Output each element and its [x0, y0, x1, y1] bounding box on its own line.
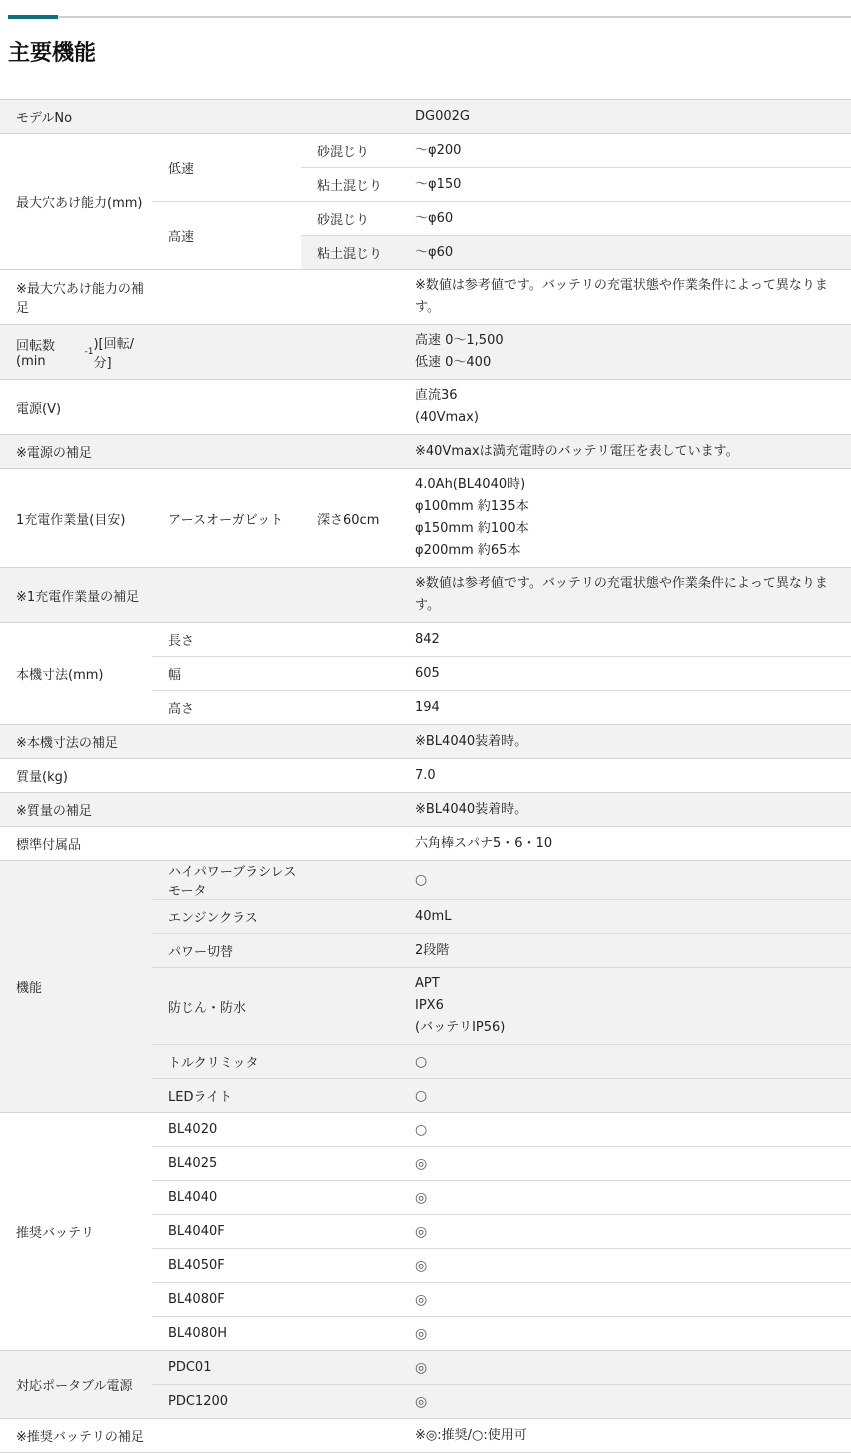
spec-value: [399, 691, 851, 724]
spec-condition-label: [301, 657, 399, 690]
spec-value-line: φ100mm 約135本: [415, 499, 529, 514]
spec-value-line: ※◎:推奨/○:使用可: [415, 1427, 527, 1443]
spec-row: [152, 1351, 851, 1384]
spec-group-label: ※1充電作業量の補足: [16, 589, 140, 605]
spec-row: [152, 1078, 851, 1112]
spec-condition-label: [301, 759, 399, 792]
spec-value: [399, 793, 851, 826]
spec-value-line: 7.0: [415, 767, 436, 783]
spec-value-line: 低速 0～400: [415, 355, 492, 370]
spec-group-body: [152, 725, 851, 758]
spec-value: [399, 1283, 851, 1316]
spec-condition-label: [301, 1419, 399, 1452]
spec-row: [152, 899, 851, 933]
spec-condition-label: 砂混じり: [317, 213, 370, 228]
spec-value: [399, 1113, 851, 1146]
spec-group-power-source: [0, 379, 851, 434]
spec-group-work-per-charge-note: [0, 567, 851, 622]
spec-condition-label: 深さ60cm: [317, 512, 380, 528]
spec-value-line: φ150mm 約100本: [415, 521, 529, 536]
spec-condition-label: [301, 380, 399, 434]
spec-group-dimensions: [0, 622, 851, 724]
spec-item-label: [152, 725, 301, 758]
spec-row: [301, 202, 851, 235]
spec-group-body: [152, 1113, 851, 1350]
spec-group-body: [152, 435, 851, 468]
availability-mark: ◎: [415, 1393, 428, 1410]
spec-value: [399, 1317, 851, 1350]
spec-condition-label: [301, 1113, 399, 1146]
spec-row: [301, 167, 851, 201]
spec-group-dimensions-note: [0, 724, 851, 758]
spec-item-label: [152, 100, 301, 133]
availability-mark: ◎: [415, 1291, 428, 1308]
spec-item-label: 長さ: [168, 634, 195, 649]
spec-value: [399, 100, 851, 133]
spec-row: [152, 380, 851, 434]
spec-condition-label: 粘土混じり: [317, 247, 383, 262]
spec-row: [301, 134, 851, 167]
spec-value-line: 4.0Ah(BL4040時): [415, 477, 526, 492]
spec-value: [399, 725, 851, 758]
spec-row: [152, 967, 851, 1044]
spec-item-label: [152, 325, 301, 379]
spec-group-label: ※最大穴あけ能力の補足: [16, 282, 144, 316]
spec-item-label: [152, 827, 301, 860]
spec-condition-label: [301, 623, 399, 656]
spec-group-body: [152, 380, 851, 434]
spec-condition-label: [301, 1215, 399, 1248]
spec-value: [399, 1249, 851, 1282]
spec-table: [0, 99, 851, 1453]
spec-value-line: 高速 0～1,500: [415, 333, 504, 348]
spec-value-line: 194: [415, 699, 440, 715]
spec-item-label: [152, 568, 301, 622]
availability-mark: ◎: [415, 1325, 428, 1342]
spec-item-label: [152, 793, 301, 826]
spec-value-line: ※数値は参考値です。バッテリの充電状態や作業条件によって異なります。: [415, 576, 828, 613]
spec-group-label: ※本機寸法の補足: [16, 736, 118, 751]
availability-mark: ○: [415, 1087, 428, 1104]
spec-group-body: [152, 827, 851, 860]
spec-value-line: ※数値は参考値です。バッテリの充電状態や作業条件によって異なります。: [415, 278, 828, 315]
spec-group-standard-accessories: [0, 826, 851, 860]
spec-group-label: ※質量の補足: [16, 804, 92, 819]
superscript: -1: [84, 346, 94, 357]
spec-row: [152, 1419, 851, 1452]
spec-value: [399, 1385, 851, 1418]
spec-group-label-text: )[回転/分]: [93, 337, 135, 371]
spec-item-label: [152, 1419, 301, 1452]
spec-condition-label: [301, 1079, 399, 1112]
spec-condition-label: [301, 725, 399, 758]
spec-group-features: [0, 860, 851, 1112]
spec-item-label: BL4040F: [168, 1224, 225, 1239]
spec-group-power-source-note: [0, 434, 851, 468]
spec-row: [152, 1044, 851, 1078]
spec-group-body: [152, 469, 851, 567]
spec-item-label: アースオーガビット: [168, 512, 284, 528]
spec-group-body: [152, 568, 851, 622]
spec-row: [152, 793, 851, 826]
spec-row: [152, 1146, 851, 1180]
spec-condition-label: [301, 1147, 399, 1180]
spec-value: [399, 759, 851, 792]
spec-group-label: ※推奨バッテリの補足: [16, 1430, 144, 1445]
spec-condition-label: [301, 1317, 399, 1350]
spec-value-line: 直流36: [415, 388, 458, 403]
spec-group-label: 最大穴あけ能力(mm): [16, 196, 143, 211]
spec-group-max-capacity-note: [0, 269, 851, 324]
spec-value-line: 842: [415, 631, 440, 647]
availability-mark: ◎: [415, 1359, 428, 1376]
spec-condition-label: [301, 435, 399, 468]
spec-group-label: 機能: [16, 981, 43, 996]
spec-condition-label: [301, 270, 399, 324]
spec-group-recommended-batteries: [0, 1112, 851, 1350]
spec-value: [399, 1045, 851, 1078]
spec-group-weight: [0, 758, 851, 792]
spec-condition-label: [301, 1045, 399, 1078]
spec-value: [399, 325, 851, 379]
spec-item-label: 高さ: [168, 702, 195, 717]
spec-item-label: BL4025: [168, 1156, 218, 1171]
spec-item-label: LEDライト: [168, 1090, 233, 1105]
spec-value: [399, 1419, 851, 1452]
spec-value-line: ～φ60: [415, 210, 454, 226]
spec-condition-label: [301, 861, 399, 899]
spec-value: [399, 568, 851, 622]
spec-value: [399, 202, 851, 235]
spec-condition-label: [301, 1385, 399, 1418]
spec-row: [152, 827, 851, 860]
spec-condition-label: 粘土混じり: [317, 179, 383, 194]
spec-value-line: (バッテリIP56): [415, 1020, 506, 1035]
spec-item-label: [152, 270, 301, 324]
spec-group-body: [152, 325, 851, 379]
availability-mark: ○: [415, 1121, 428, 1138]
spec-row: [301, 235, 851, 269]
spec-group-work-per-charge: [0, 468, 851, 567]
spec-item-label: BL4080H: [168, 1326, 228, 1341]
spec-subgroup-label: 高速: [168, 230, 195, 245]
spec-row: [152, 1248, 851, 1282]
spec-value: [399, 861, 851, 899]
divider-accent-bar: [8, 15, 58, 19]
spec-value-line: ※BL4040装着時。: [415, 801, 528, 817]
spec-condition-label: [301, 100, 399, 133]
spec-group-body: [152, 1351, 851, 1418]
spec-value: [399, 435, 851, 468]
spec-subgroup-body: [301, 202, 851, 269]
spec-page: [0, 15, 851, 1453]
spec-group-body: [152, 270, 851, 324]
spec-group-body: [152, 100, 851, 133]
spec-value: [399, 827, 851, 860]
spec-value: [399, 469, 851, 567]
spec-value: [399, 236, 851, 269]
spec-item-label: PDC1200: [168, 1394, 229, 1409]
spec-subgroup: [152, 201, 851, 269]
spec-value: [399, 623, 851, 656]
spec-item-label: BL4080F: [168, 1292, 225, 1307]
spec-group-body: [152, 793, 851, 826]
spec-row: [152, 1113, 851, 1146]
spec-subgroup-label: 低速: [168, 162, 195, 177]
page-title: 主要機能: [8, 41, 97, 66]
spec-condition-label: [301, 1249, 399, 1282]
spec-value: [399, 134, 851, 167]
spec-group-label: 推奨バッテリ: [16, 1226, 95, 1241]
section-divider: [0, 15, 851, 19]
spec-item-label: 防じん・防水: [168, 1000, 247, 1016]
spec-item-label: BL4050F: [168, 1258, 225, 1273]
spec-value-line: APT: [415, 976, 440, 991]
spec-value-line: ～φ200: [415, 142, 462, 158]
spec-value-line: 605: [415, 665, 440, 681]
spec-row: [152, 568, 851, 622]
spec-value-line: ～φ60: [415, 244, 454, 260]
spec-row: [152, 623, 851, 656]
spec-condition-label: [301, 1283, 399, 1316]
spec-value: [399, 380, 851, 434]
spec-condition-label: [301, 1351, 399, 1384]
spec-value: [399, 168, 851, 201]
spec-value: [399, 1181, 851, 1214]
availability-mark: ○: [415, 1053, 428, 1070]
spec-row: [152, 1282, 851, 1316]
spec-value: [399, 900, 851, 933]
spec-row: [152, 933, 851, 967]
spec-group-body: [152, 134, 851, 269]
spec-value: [399, 657, 851, 690]
spec-value-line: 40mL: [415, 908, 452, 924]
spec-value-line: ※40Vmaxは満充電時のバッテリ電圧を表しています。: [415, 443, 739, 459]
spec-condition-label: [301, 968, 399, 1044]
spec-value: [399, 270, 851, 324]
spec-group-body: [152, 861, 851, 1112]
spec-value-line: φ200mm 約65本: [415, 543, 521, 558]
spec-group-rotation-speed: [0, 324, 851, 379]
spec-value-line: ※BL4040装着時。: [415, 733, 528, 749]
spec-group-label: 本機寸法(mm): [16, 668, 104, 683]
divider-line: [8, 16, 851, 18]
spec-value: [399, 934, 851, 967]
spec-value: [399, 1079, 851, 1112]
spec-condition-label: [301, 827, 399, 860]
spec-group-portable-power-supply: [0, 1350, 851, 1418]
spec-condition-label: [301, 325, 399, 379]
spec-value-line: 六角棒スパナ5・6・10: [415, 835, 553, 851]
spec-item-label: ハイパワーブラシレスモータ: [168, 865, 297, 899]
spec-item-label: [152, 435, 301, 468]
spec-row: [152, 1214, 851, 1248]
spec-row: [152, 759, 851, 792]
spec-condition-label: [301, 568, 399, 622]
availability-mark: ○: [415, 872, 428, 888]
spec-item-label: PDC01: [168, 1360, 212, 1375]
spec-condition-label: 砂混じり: [317, 145, 370, 160]
spec-group-max-drilling-capacity: [0, 133, 851, 269]
spec-condition-label: [301, 793, 399, 826]
spec-group-label: 標準付属品: [16, 838, 82, 853]
spec-condition-label: [301, 934, 399, 967]
spec-value-line: (40Vmax): [415, 410, 479, 425]
spec-group-body: [152, 1419, 851, 1452]
spec-row: [152, 435, 851, 468]
availability-mark: ◎: [415, 1189, 428, 1206]
spec-row: [152, 270, 851, 324]
spec-group-recommended-battery-note: [0, 1418, 851, 1452]
spec-row: [152, 861, 851, 899]
availability-mark: ◎: [415, 1223, 428, 1240]
spec-condition-label: [301, 691, 399, 724]
spec-item-label: [152, 380, 301, 434]
spec-item-label: BL4020: [168, 1122, 218, 1137]
spec-item-label: [152, 759, 301, 792]
spec-row: [152, 656, 851, 690]
spec-group-label: 1充電作業量(目安): [16, 512, 126, 528]
spec-group-body: [152, 759, 851, 792]
spec-value: [399, 1147, 851, 1180]
spec-row: [152, 690, 851, 724]
spec-group-label: ※電源の補足: [16, 446, 92, 461]
spec-group-model-no: [0, 100, 851, 133]
spec-item-label: パワー切替: [168, 945, 234, 960]
availability-mark: ◎: [415, 1155, 428, 1172]
spec-value: [399, 1215, 851, 1248]
spec-item-label: 幅: [168, 668, 182, 683]
spec-value-line: IPX6: [415, 998, 444, 1013]
spec-group-label: [0, 325, 152, 379]
spec-row: [152, 1180, 851, 1214]
spec-item-label: トルクリミッタ: [168, 1056, 259, 1071]
spec-group-label-text: 回転数(min: [16, 339, 56, 369]
spec-group-label: 対応ポータブル電源: [16, 1379, 133, 1394]
spec-item-label: エンジンクラス: [168, 911, 258, 926]
spec-value: [399, 968, 851, 1044]
spec-row: [152, 100, 851, 133]
spec-condition-label: [301, 1181, 399, 1214]
spec-row: [152, 1316, 851, 1350]
spec-group-label: モデルNo: [16, 111, 73, 126]
spec-item-label: BL4040: [168, 1190, 218, 1205]
spec-value-line: DG002G: [415, 108, 470, 124]
spec-group-label: 電源(V): [16, 401, 62, 417]
spec-subgroup-body: [301, 134, 851, 201]
spec-group-weight-note: [0, 792, 851, 826]
spec-value-line: ～φ150: [415, 176, 462, 192]
spec-row: [152, 1384, 851, 1418]
spec-condition-label: [301, 900, 399, 933]
spec-value: [399, 1351, 851, 1384]
spec-group-body: [152, 623, 851, 724]
spec-subgroup: [152, 134, 851, 201]
spec-value-line: 2段階: [415, 942, 450, 958]
spec-group-label: 質量(kg): [16, 770, 68, 785]
availability-mark: ◎: [415, 1257, 428, 1274]
spec-row: [152, 725, 851, 758]
spec-row: [152, 469, 851, 567]
spec-row: [152, 325, 851, 379]
